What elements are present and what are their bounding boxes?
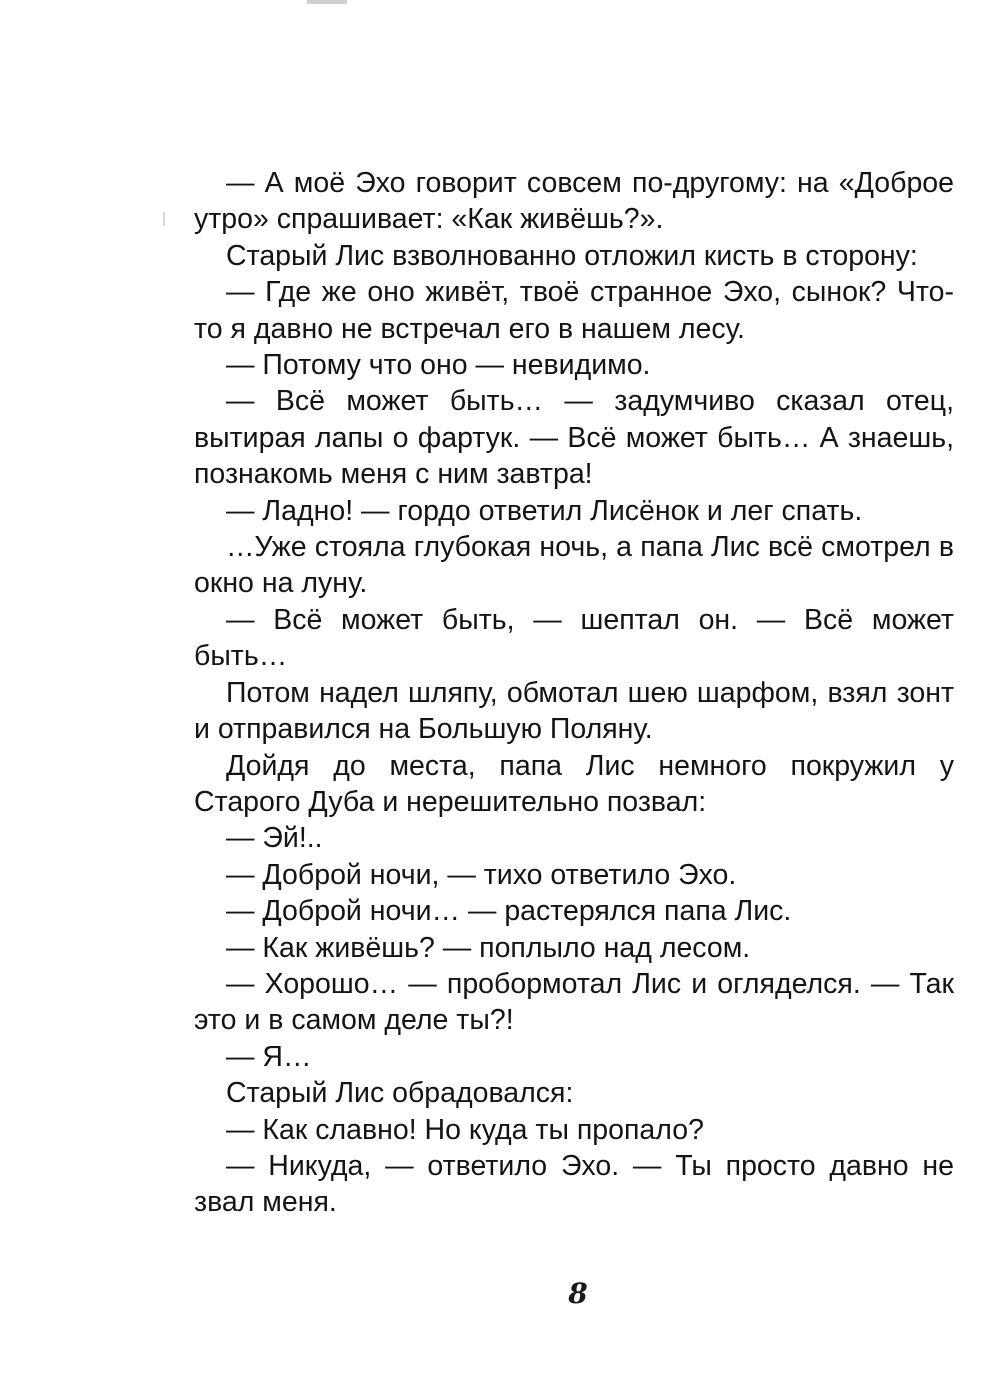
story-text [194, 165, 954, 1221]
paragraph: — Всё может быть… — задумчиво сказал отец, вытирая лапы о фартук. — Всё может быть… А знаешь, познакомь меня с ним завтра! [194, 385, 954, 491]
paragraph: — Доброй ночи… — растерялся папа Лис. [226, 895, 792, 928]
paragraph: — Всё может быть, — шептал он. — Всё может быть… [194, 603, 954, 673]
paragraph: Старый Лис обрадовался: [226, 1077, 574, 1110]
paragraph: — Я… [226, 1040, 312, 1073]
paragraph: — Как живёшь? — поплыло над лесом. [226, 931, 751, 964]
paragraph: — А моё Эхо говорит совсем по-другому: на «Доброе утро» спрашивает: «Как живёшь?». [194, 167, 954, 236]
page-number: 8 [568, 1277, 588, 1310]
paragraph: Потом надел шляпу, обмотал шею шарфом, взял зонт и отправился на Большую Поляну. [194, 676, 954, 746]
paragraph: — Потому что оно — невидимо. [226, 349, 651, 382]
paragraph: — Доброй ночи, — тихо ответило Эхо. [226, 858, 737, 891]
margin-mark [163, 212, 165, 226]
paragraph: Дойдя до места, папа Лис немного покружил у Старого Дуба и нерешительно позвал: [194, 749, 954, 818]
paragraph: Старый Лис взволнованно отложил кисть в сторону: [226, 239, 918, 272]
paragraph: — Эй!.. [226, 822, 323, 855]
scan-edge-mark [307, 0, 347, 4]
paragraph: — Где же оно живёт, твоё странное Эхо, сынок? Что-то я давно не встречал его в нашем лесу. [194, 276, 954, 345]
paragraph: …Уже стояла глубокая ночь, а папа Лис всё смотрел в окно на луну. [194, 531, 954, 600]
paragraph: — Хорошо… — пробормотал Лис и огляделся. — Так это и в самом деле ты?! [194, 967, 954, 1037]
paragraph: — Ладно! — гордо ответил Лисёнок и лег спать. [226, 494, 863, 527]
paragraph: — Никуда, — ответило Эхо. — Ты просто давно не звал меня. [194, 1149, 954, 1219]
paragraph: — Как славно! Но куда ты пропало? [226, 1113, 704, 1146]
